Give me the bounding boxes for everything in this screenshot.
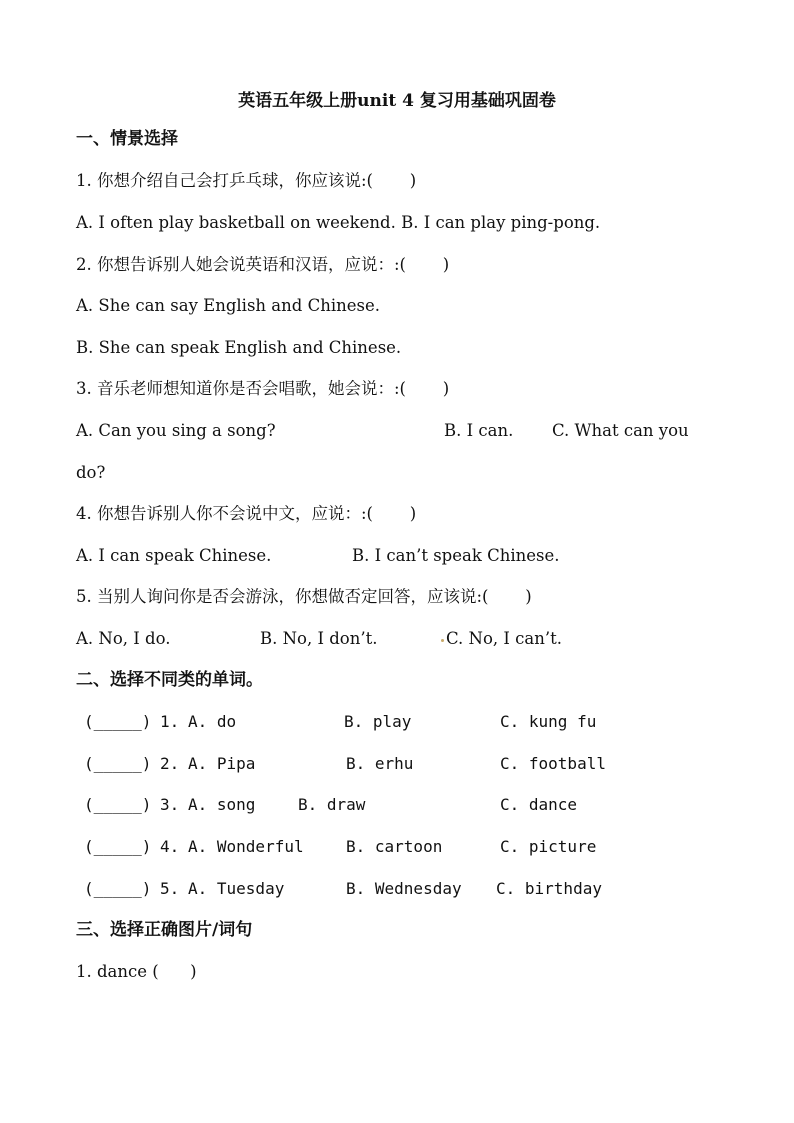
option-a: A. Pipa <box>188 754 256 773</box>
question-3-option-a: A. Can you sing a song? <box>76 421 276 440</box>
option-a: A. Tuesday <box>188 879 285 898</box>
question-3-prompt: 3. 音乐老师想知道你是否会唱歌，她会说：:( ) <box>76 379 450 398</box>
question-2-option-b: B. She can speak English and Chinese. <box>76 338 402 357</box>
question-4-option-a: A. I can speak Chinese. <box>76 546 272 565</box>
question-1-options: A. I often play basketball on weekend. B. I can play ping-pong. <box>76 213 601 232</box>
question-5-option-b: B. No, I don’t. <box>260 629 378 648</box>
question-5-option-c: C. No, I can’t. <box>446 629 562 648</box>
option-b: B. erhu <box>346 754 414 773</box>
section3-heading: 三、选择正确图片/词句 <box>76 920 253 940</box>
question-2-option-a: A. She can say English and Chinese. <box>76 296 380 315</box>
page-title: 英语五年级上册unit 4 复习用基础巩固卷 <box>238 91 556 111</box>
stray-dot-mark <box>441 639 444 642</box>
row-number: 4. <box>160 837 180 856</box>
row-number: 3. <box>160 795 180 814</box>
question-5-prompt: 5. 当别人询问你是否会游泳，你想做否定回答，应该说:( ) <box>76 587 532 606</box>
row-number: 5. <box>160 879 180 898</box>
option-a: A. song <box>188 795 256 814</box>
answer-blank[interactable]: (_____) <box>84 795 152 814</box>
option-b: B. draw <box>298 795 366 814</box>
option-a: A. do <box>188 712 237 731</box>
option-c: C. dance <box>500 795 578 814</box>
question-4-option-b: B. I can’t speak Chinese. <box>352 546 560 565</box>
option-c: C. picture <box>500 837 597 856</box>
option-b: B. Wednesday <box>346 879 462 898</box>
row-number: 1. <box>160 712 180 731</box>
answer-blank[interactable]: (_____) <box>84 879 152 898</box>
question-4-prompt: 4. 你想告诉别人你不会说中文，应说：:( ) <box>76 504 417 523</box>
option-b: B. cartoon <box>346 837 443 856</box>
option-c: C. kung fu <box>500 712 597 731</box>
option-b: B. play <box>344 712 412 731</box>
section1-heading: 一、情景选择 <box>76 129 178 149</box>
section2-heading: 二、选择不同类的单词。 <box>76 670 263 690</box>
question-1-prompt: 1. 你想介绍自己会打乒乓球，你应该说:( ) <box>76 171 417 190</box>
question-5-option-a: A. No, I do. <box>76 629 171 648</box>
question-3-option-b: B. I can. <box>444 421 514 440</box>
answer-blank[interactable]: (_____) <box>84 837 152 856</box>
answer-blank[interactable]: (_____) <box>84 712 152 731</box>
option-a: A. Wonderful <box>188 837 304 856</box>
question-3-option-c: C. What can you <box>552 421 689 440</box>
question-3-option-c-wrap: do? <box>76 463 106 482</box>
section3-question-1: 1. dance ( ) <box>76 962 197 981</box>
question-2-prompt: 2. 你想告诉别人她会说英语和汉语，应说：:( ) <box>76 255 450 274</box>
answer-blank[interactable]: (_____) <box>84 754 152 773</box>
row-number: 2. <box>160 754 180 773</box>
option-c: C. birthday <box>496 879 602 898</box>
option-c: C. football <box>500 754 606 773</box>
